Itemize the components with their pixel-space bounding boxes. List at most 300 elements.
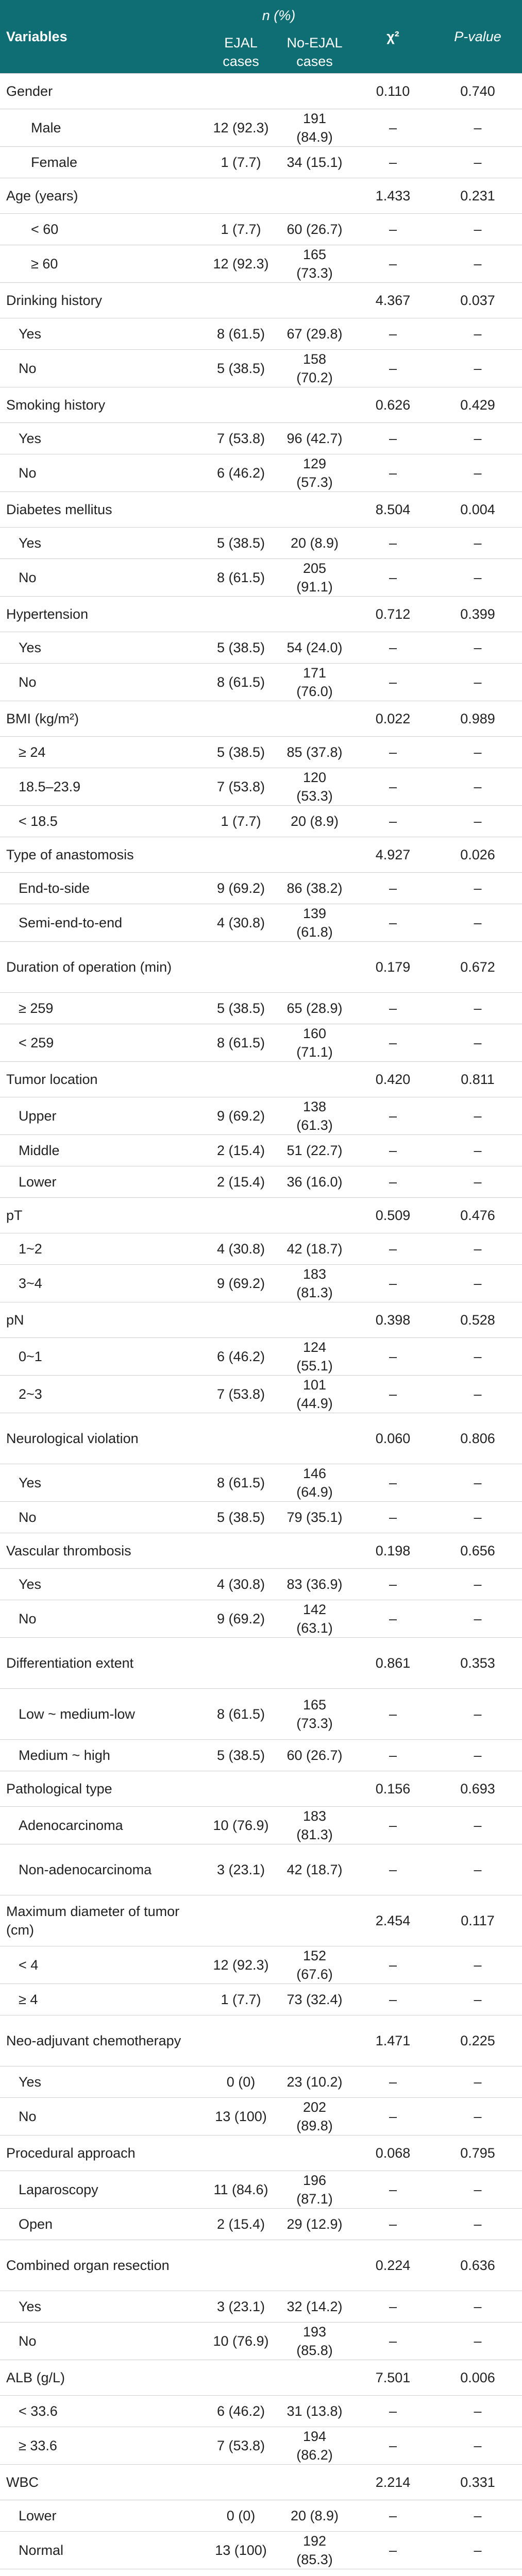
ejal-cell: 1 (7.7) [205,214,277,245]
row-label: No [0,350,205,387]
ejal-cell: 5 (38.5) [205,737,277,768]
p-value-cell: – [433,1600,522,1638]
category-row [0,664,522,701]
chi-square-cell: – [352,245,433,283]
row-label: Neo-adjuvant chemotherapy [0,2015,205,2066]
p-value-cell: – [433,1740,522,1771]
chi-square-cell: 0.224 [352,2240,433,2291]
ejal-cell: 6 (46.2) [205,454,277,492]
ejal-cell: 12 (92.3) [205,109,277,147]
category-row [0,1166,522,1198]
chi-square-cell: – [352,632,433,664]
p-value-cell: – [433,1984,522,2015]
no-ejal-cell: 183 (81.3) [277,1807,352,1844]
no-ejal-cell: 85 (37.8) [277,737,352,768]
ejal-cell: 6 (46.2) [205,1338,277,1376]
ejal-cell: 9 (69.2) [205,1265,277,1302]
ejal-cell: 5 (38.5) [205,350,277,387]
category-row [0,1569,522,1600]
p-value-cell: – [433,1135,522,1166]
row-label: No [0,2098,205,2136]
p-value-cell: – [433,318,522,350]
no-ejal-cell: 51 (22.7) [277,1135,352,1166]
p-value-cell: – [433,2209,522,2240]
no-ejal-cell [277,701,352,737]
chi-square-cell: 0.110 [352,74,433,109]
ejal-cell: 8 (61.5) [205,318,277,350]
p-value-cell: 0.795 [433,2136,522,2171]
category-row [0,1600,522,1638]
ejal-cell [205,2136,277,2171]
chi-square-cell: – [352,2291,433,2323]
no-ejal-cell: 165 (73.3) [277,245,352,283]
chi-square-cell: – [352,1376,433,1413]
variable-row [0,1302,522,1338]
chi-square-cell: – [352,2098,433,2136]
variable-row [0,387,522,423]
chi-square-cell: 0.712 [352,597,433,632]
chi-square-cell: – [352,1338,433,1376]
ejal-cell: 12 (92.3) [205,245,277,283]
category-row [0,214,522,245]
p-value-cell: 0.528 [433,1302,522,1338]
ejal-cell [205,2015,277,2066]
ejal-cell: 9 (69.2) [205,873,277,904]
ejal-cell: 7 (53.8) [205,423,277,454]
p-value-cell: 0.476 [433,1198,522,1233]
no-ejal-cell: 60 (26.7) [277,1740,352,1771]
row-label: No [0,559,205,597]
p-value-cell: – [433,350,522,387]
chi-square-cell: – [352,109,433,147]
category-row [0,1844,522,1895]
row-label: Upper [0,1097,205,1135]
chi-square-cell: 1.433 [352,178,433,214]
row-label: pT [0,1198,205,1233]
ejal-cell [205,701,277,737]
p-value-cell: 0.004 [433,492,522,528]
category-row [0,559,522,597]
ejal-cell: 4 (30.8) [205,904,277,942]
variable-row [0,597,522,632]
variable-row [0,283,522,318]
p-value-cell: – [433,2500,522,2532]
variable-row [0,178,522,214]
ejal-cell [205,2360,277,2396]
chi-square-cell: 0.198 [352,1533,433,1569]
p-value-cell: 0.740 [433,74,522,109]
category-row [0,2209,522,2240]
no-ejal-cell: 191 (84.9) [277,109,352,147]
variable-row [0,942,522,993]
p-value-cell: – [433,2396,522,2427]
row-label: Low ~ medium-low [0,1689,205,1740]
no-ejal-cell: 60 (26.7) [277,214,352,245]
category-row [0,1135,522,1166]
chi-square-cell: – [352,528,433,559]
no-ejal-cell: 183 (81.3) [277,1265,352,1302]
ejal-cell [205,1533,277,1569]
chi-square-cell: – [352,214,433,245]
p-value-cell: – [433,632,522,664]
p-value-cell: – [433,2323,522,2360]
chi-square-cell: 0.398 [352,1302,433,1338]
chi-square-cell: – [352,1265,433,1302]
variable-row [0,2360,522,2396]
category-row [0,528,522,559]
ejal-cell [205,1895,277,1946]
row-label: Tumor location [0,1062,205,1097]
chi-square-cell: 2.214 [352,2465,433,2500]
row-label: No [0,454,205,492]
p-value-cell: – [433,1844,522,1895]
category-row [0,423,522,454]
row-label: Open [0,2209,205,2240]
ejal-cell: 7 (53.8) [205,2427,277,2465]
p-value-cell: 0.399 [433,597,522,632]
p-value-cell: – [433,1233,522,1265]
row-label: Age (years) [0,178,205,214]
chi-square-cell: – [352,1844,433,1895]
row-label: Maximum diameter of tumor (cm) [0,1895,205,1946]
header-chi-square: χ² [352,0,433,74]
no-ejal-cell: 192 (85.3) [277,2532,352,2569]
chi-square-cell: 0.156 [352,1771,433,1807]
chi-square-cell: – [352,1984,433,2015]
chi-square-cell: – [352,1502,433,1533]
chi-square-cell: – [352,2209,433,2240]
no-ejal-cell: 29 (12.9) [277,2209,352,2240]
ejal-cell: 5 (38.5) [205,993,277,1024]
ejal-cell: 8 (61.5) [205,1464,277,1502]
category-row [0,1024,522,1062]
chi-square-cell: – [352,2323,433,2360]
p-value-cell: – [433,737,522,768]
p-value-cell: – [433,904,522,942]
p-value-cell: 0.806 [433,1413,522,1464]
no-ejal-cell [277,387,352,423]
chi-square-cell: – [352,559,433,597]
row-label: Male [0,109,205,147]
row-label: Semi-end-to-end [0,904,205,942]
variable-row [0,74,522,109]
chi-square-cell: 8.504 [352,492,433,528]
row-label: Yes [0,1569,205,1600]
category-row [0,2569,522,2576]
category-row [0,2427,522,2465]
row-label: Lower [0,1166,205,1198]
variable-row [0,2465,522,2500]
ejal-cell: 13 (100) [205,2532,277,2569]
no-ejal-cell: 20 (8.9) [277,806,352,837]
ejal-cell: 2 (15.4) [205,2209,277,2240]
ejal-cell: 10 (76.9) [205,2323,277,2360]
chi-square-cell: 0.068 [352,2136,433,2171]
row-label: Duration of operation (min) [0,942,205,993]
row-label: WBC [0,2465,205,2500]
no-ejal-cell: 23 (10.2) [277,2066,352,2098]
ejal-cell: 0 (0) [205,2066,277,2098]
no-ejal-cell [277,942,352,993]
no-ejal-cell: 34 (15.1) [277,147,352,178]
category-row [0,1502,522,1533]
chi-square-cell: – [352,423,433,454]
header-variables: Variables [0,0,205,74]
ejal-cell [205,1413,277,1464]
chi-square-cell: – [352,1024,433,1062]
chi-square-cell: – [352,768,433,806]
row-label: BMI (kg/m²) [0,701,205,737]
category-row [0,109,522,147]
ejal-cell: 0 (0) [205,2500,277,2532]
category-row [0,2323,522,2360]
category-row [0,2171,522,2209]
chi-square-cell: 4.367 [352,283,433,318]
p-value-cell: – [433,1097,522,1135]
ejal-cell [205,387,277,423]
row-label: ALB (g/L) [0,2360,205,2396]
ejal-cell [205,492,277,528]
row-label: Procedural approach [0,2136,205,2171]
ejal-cell: 4 (30.8) [205,1233,277,1265]
chi-square-cell: – [352,318,433,350]
row-label: Yes [0,423,205,454]
chi-square-cell [352,2569,433,2576]
ejal-cell [205,1302,277,1338]
ejal-cell: 2 (15.4) [205,1135,277,1166]
chi-square-cell: – [352,1689,433,1740]
chi-square-cell: – [352,1097,433,1135]
no-ejal-cell: 83 (36.9) [277,1569,352,1600]
category-row [0,2500,522,2532]
category-row [0,993,522,1024]
p-value-cell: – [433,1338,522,1376]
chi-square-cell: – [352,1166,433,1198]
row-label [0,2569,205,2576]
category-row [0,632,522,664]
ejal-cell: 3 (23.1) [205,1844,277,1895]
category-row [0,147,522,178]
category-row [0,1464,522,1502]
chi-square-cell: 0.626 [352,387,433,423]
no-ejal-cell: 65 (28.9) [277,993,352,1024]
chi-square-cell: – [352,1569,433,1600]
ejal-cell: 1 (7.7) [205,147,277,178]
variable-row [0,701,522,737]
row-label: Diabetes mellitus [0,492,205,528]
ejal-cell: 12 (92.3) [205,1946,277,1984]
p-value-cell: – [433,1689,522,1740]
row-label: No [0,1600,205,1638]
no-ejal-cell: 146 (64.9) [277,1464,352,1502]
chi-square-cell: – [352,993,433,1024]
category-row [0,737,522,768]
category-row [0,245,522,283]
p-value-cell: – [433,109,522,147]
category-row [0,904,522,942]
p-value-cell: 0.026 [433,837,522,873]
row-label: ≥ 4 [0,1984,205,2015]
row-label: ≥ 259 [0,993,205,1024]
no-ejal-cell: 138 (61.3) [277,1097,352,1135]
p-value-cell: – [433,1464,522,1502]
row-label: 3~4 [0,1265,205,1302]
category-row [0,454,522,492]
chi-square-cell: – [352,2427,433,2465]
no-ejal-cell: 129 (57.3) [277,454,352,492]
p-value-cell: 0.006 [433,2360,522,2396]
no-ejal-cell: 120 (53.3) [277,768,352,806]
no-ejal-cell: 20 (8.9) [277,528,352,559]
chi-square-cell: 0.022 [352,701,433,737]
header-n-pct: n (%) [205,0,352,31]
category-row [0,1946,522,1984]
p-value-cell: – [433,2066,522,2098]
variable-row [0,1198,522,1233]
no-ejal-cell [277,283,352,318]
ejal-cell [205,2569,277,2576]
no-ejal-cell: 54 (24.0) [277,632,352,664]
no-ejal-cell: 194 (86.2) [277,2427,352,2465]
row-label: Differentiation extent [0,1638,205,1689]
ejal-cell: 6 (46.2) [205,2396,277,2427]
chi-square-cell: – [352,664,433,701]
no-ejal-cell [277,1062,352,1097]
row-label: No [0,2323,205,2360]
no-ejal-cell: 205 (91.1) [277,559,352,597]
no-ejal-cell: 20 (8.9) [277,2500,352,2532]
chi-square-cell: 1.471 [352,2015,433,2066]
chi-square-cell: – [352,2396,433,2427]
row-label: Yes [0,2291,205,2323]
category-row [0,1984,522,2015]
p-value-cell: – [433,559,522,597]
row-label: Female [0,147,205,178]
header-no-ejal: No-EJAL cases [277,31,352,74]
ejal-cell: 13 (100) [205,2098,277,2136]
no-ejal-cell: 73 (32.4) [277,1984,352,2015]
row-label: Hypertension [0,597,205,632]
ejal-cell [205,2240,277,2291]
category-row [0,768,522,806]
ejal-cell: 8 (61.5) [205,559,277,597]
p-value-cell: – [433,147,522,178]
row-label: Yes [0,1464,205,1502]
no-ejal-cell: 165 (73.3) [277,1689,352,1740]
ejal-cell: 8 (61.5) [205,1689,277,1740]
row-label: Middle [0,1135,205,1166]
category-row [0,1265,522,1302]
ejal-cell [205,283,277,318]
ejal-cell: 5 (38.5) [205,1502,277,1533]
row-label: ≥ 60 [0,245,205,283]
chi-square-cell: 7.501 [352,2360,433,2396]
p-value-cell: – [433,873,522,904]
p-value-cell: 0.672 [433,942,522,993]
chi-square-cell: 0.509 [352,1198,433,1233]
row-label: No [0,1502,205,1533]
chi-square-cell: 0.420 [352,1062,433,1097]
no-ejal-cell: 67 (29.8) [277,318,352,350]
ejal-cell [205,1198,277,1233]
row-label: Medium ~ high [0,1740,205,1771]
p-value-cell: – [433,1376,522,1413]
row-label: Normal [0,2532,205,2569]
no-ejal-cell [277,2015,352,2066]
row-label: Laparoscopy [0,2171,205,2209]
category-row [0,1689,522,1740]
category-row [0,1338,522,1376]
p-value-cell: – [433,1569,522,1600]
row-label: pN [0,1302,205,1338]
no-ejal-cell: 101 (44.9) [277,1376,352,1413]
no-ejal-cell: 36 (16.0) [277,1166,352,1198]
row-label: 18.5–23.9 [0,768,205,806]
chi-square-cell: – [352,1740,433,1771]
category-row [0,2066,522,2098]
ejal-cell: 9 (69.2) [205,1097,277,1135]
row-label: 2~3 [0,1376,205,1413]
row-label: < 18.5 [0,806,205,837]
no-ejal-cell: 42 (18.7) [277,1233,352,1265]
p-value-cell: 0.231 [433,178,522,214]
ejal-cell [205,1771,277,1807]
ejal-cell: 5 (38.5) [205,1740,277,1771]
ejal-cell [205,597,277,632]
variable-row [0,1771,522,1807]
ejal-cell: 10 (76.9) [205,1807,277,1844]
no-ejal-cell: 96 (42.7) [277,423,352,454]
no-ejal-cell: 31 (13.8) [277,2396,352,2427]
category-row [0,1740,522,1771]
p-value-cell: – [433,1946,522,1984]
chi-square-cell: – [352,1135,433,1166]
variable-row [0,2240,522,2291]
chi-square-cell: – [352,1946,433,1984]
no-ejal-cell [277,2136,352,2171]
ejal-cell [205,178,277,214]
p-value-cell: – [433,1024,522,1062]
row-label: < 33.6 [0,2396,205,2427]
category-row [0,806,522,837]
row-label: 1~2 [0,1233,205,1265]
ejal-cell: 1 (7.7) [205,806,277,837]
no-ejal-cell [277,1771,352,1807]
ejal-cell: 1 (7.7) [205,1984,277,2015]
ejal-cell: 8 (61.5) [205,664,277,701]
p-value-cell: – [433,1166,522,1198]
ejal-cell: 8 (61.5) [205,1024,277,1062]
row-label: < 60 [0,214,205,245]
no-ejal-cell: 196 (87.1) [277,2171,352,2209]
ejal-cell: 3 (23.1) [205,2291,277,2323]
no-ejal-cell [277,2569,352,2576]
p-value-cell: – [433,528,522,559]
row-label: Combined organ resection [0,2240,205,2291]
no-ejal-cell: 193 (85.8) [277,2323,352,2360]
category-row [0,2291,522,2323]
row-label: Neurological violation [0,1413,205,1464]
chi-square-cell: – [352,454,433,492]
row-label: 0~1 [0,1338,205,1376]
no-ejal-cell [277,2465,352,2500]
no-ejal-cell: 32 (14.2) [277,2291,352,2323]
ejal-cell [205,1638,277,1689]
variable-row [0,1062,522,1097]
p-value-cell: – [433,2532,522,2569]
p-value-cell: – [433,423,522,454]
ejal-cell [205,74,277,109]
